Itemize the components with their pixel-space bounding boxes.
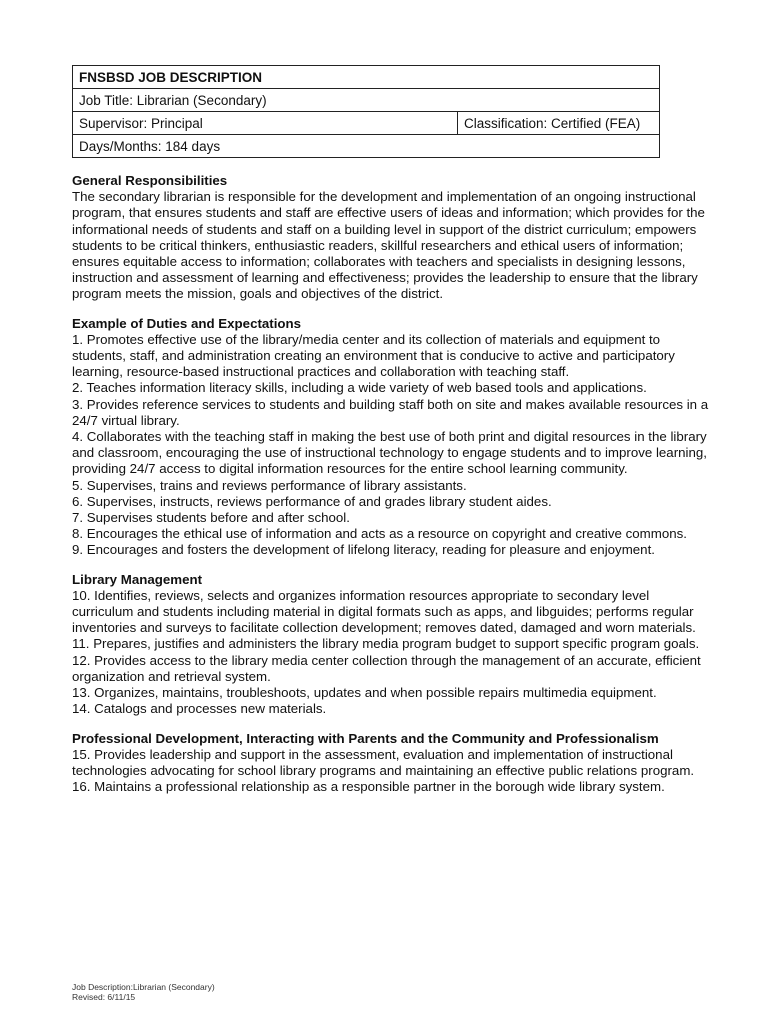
duty-item: 10. Identifies, reviews, selects and organizes information resources appropriate to secondary level curriculum and students including material in digital formats such as apps, and libguides; performs regular inventories and surveys to facilitate collection development; removes dated, damaged and worn materials. <box>72 587 696 636</box>
duties-section <box>72 316 712 559</box>
duty-item: 6. Supervises, instructs, reviews performance of and grades library student aides. <box>72 493 552 509</box>
page-footer <box>72 982 215 1002</box>
footer-line: Job Description:Librarian (Secondary) <box>72 982 215 992</box>
duty-item: 5. Supervises, trains and reviews performance of library assistants. <box>72 477 467 493</box>
job-header-table <box>72 65 660 158</box>
document-title: FNSBSD JOB DESCRIPTION <box>73 66 660 89</box>
general-responsibilities-section <box>72 173 712 303</box>
duty-item: 15. Provides leadership and support in the assessment, evaluation and implementation of instructional technologies advocating for school library programs and maintaining an effective public relations program. <box>72 746 695 778</box>
supervisor: Supervisor: Principal <box>73 112 458 135</box>
document-body <box>72 173 712 795</box>
section-heading: Library Management <box>72 571 203 587</box>
professional-development-section <box>72 731 712 796</box>
duty-item: 2. Teaches information literacy skills, including a wide variety of web based tools and applications. <box>72 380 647 396</box>
section-heading: Professional Development, Interacting with Parents and the Community and Professionalism <box>72 730 659 746</box>
duty-item: 16. Maintains a professional relationship as a responsible partner in the borough wide library system. <box>72 779 665 795</box>
duty-item: 12. Provides access to the library media center collection through the management of an accurate, efficient organization and retrieval system. <box>72 652 701 684</box>
classification: Classification: Certified (FEA) <box>458 112 660 135</box>
days-months: Days/Months: 184 days <box>73 135 660 158</box>
duty-item: 11. Prepares, justifies and administers the library media program budget to support specific program goals. <box>72 636 700 652</box>
duty-item: 4. Collaborates with the teaching staff in making the best use of both print and digital resources in the library and classroom, encouraging the use of instructional technology to engage students and to improve learning, providing 24/7 access to digital information resources for the entire school learning community. <box>72 429 707 477</box>
duty-item: 8. Encourages the ethical use of information and acts as a resource on copyright and creative commons. <box>72 526 687 542</box>
duty-item: 3. Provides reference services to students and building staff both on site and makes available resources in a 24/7 virtual library. <box>72 396 709 428</box>
section-heading: Example of Duties and Expectations <box>72 315 302 331</box>
duty-item: 13. Organizes, maintains, troubleshoots, updates and when possible repairs multimedia equipment. <box>72 685 657 701</box>
duty-item: 9. Encourages and fosters the development of lifelong literacy, reading for pleasure and enjoyment. <box>72 542 655 558</box>
section-heading: General Responsibilities <box>72 173 228 188</box>
library-management-section <box>72 572 712 718</box>
duty-item: 1. Promotes effective use of the library/media center and its collection of materials and equipment to students, staff, and administration creating an environment that is conducive to active and participatory learning, resource-based instructional practices and collaboration with teaching staff. <box>72 331 675 380</box>
job-title: Job Title: Librarian (Secondary) <box>73 89 660 112</box>
duty-item: 14. Catalogs and processes new materials. <box>72 701 327 717</box>
general-responsibilities-text: The secondary librarian is responsible for the development and implementation of an ongoing instructional program, that ensures students and staff are effective users of ideas and information; which provides for the informational needs of students and staff on a building level in support of the district curriculum; empowers students to be critical thinkers, enthusiastic readers, skillful researchers and ethical users of information; ensures equitable access to information; collaborates with teachers and specialists in designing lessons, instruction and assessment of learning and effectiveness; provides the leadership to ensure that the library program meets the mission, goals and objectives of the district. <box>72 189 705 302</box>
footer-line: Revised: 6/11/15 <box>72 992 136 1002</box>
duty-item: 7. Supervises students before and after school. <box>72 510 350 526</box>
